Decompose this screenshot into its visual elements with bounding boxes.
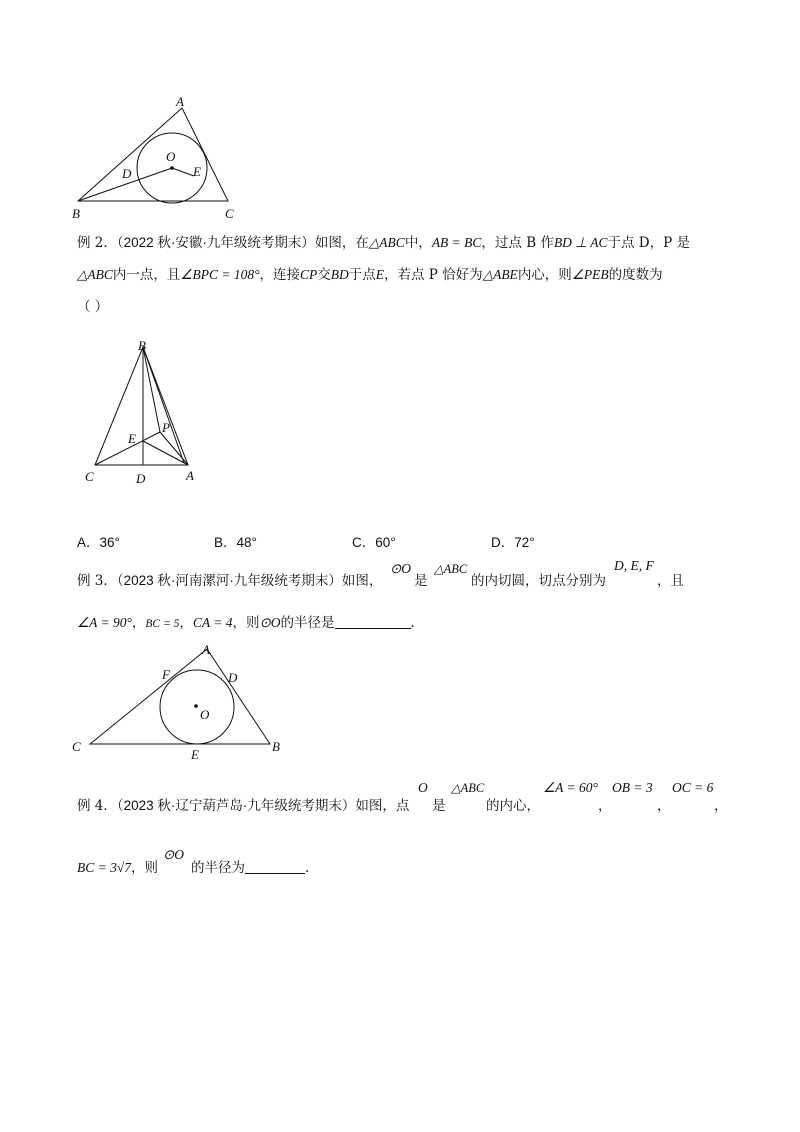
- label-c: C: [72, 739, 81, 754]
- label-b: B: [138, 338, 146, 353]
- option-b[interactable]: B．48°: [214, 535, 257, 550]
- figure-1-triangle-incircle: [70, 92, 250, 224]
- example-4-source: （2023 秋·辽宁葫芦岛·九年级统考期末）: [116, 798, 356, 813]
- label-d: D: [136, 471, 146, 486]
- answer-blank-3[interactable]: [335, 614, 411, 629]
- example-3-line-1: 例 3．（2023 秋·河南漯河·九年级统考期末）如图，: [77, 573, 383, 589]
- example-2-line-1: 例 2．（2022 秋·安徽·九年级统考期末）如图，在△ABC中，AB = BC，过点 B 作BD ⊥ AC于点 D，P 是: [77, 235, 690, 251]
- example-3-line-2: ∠A = 90°，BC = 5，CA = 4，则⊙O的半径是 .: [77, 615, 415, 631]
- label-o: O: [200, 707, 210, 722]
- figure-2-isosceles-triangle: [80, 335, 210, 495]
- example-4-line-2: BC = 3√7，则: [77, 860, 159, 876]
- example-2-answer-paren: （ ）: [77, 299, 109, 315]
- incircle-symbol: ⊙O: [390, 561, 412, 576]
- tangent-points: D, E, F: [614, 558, 654, 573]
- label-c: C: [225, 206, 234, 221]
- option-d[interactable]: D．72°: [491, 535, 535, 550]
- label-e: E: [193, 164, 201, 179]
- example-2-source: （2022 秋·安徽·九年级统考期末）: [116, 235, 315, 250]
- label-p: P: [162, 420, 170, 435]
- label-a: A: [186, 468, 194, 483]
- label-a: A: [202, 642, 210, 657]
- option-a[interactable]: A．36°: [77, 535, 120, 550]
- circle-o-symbol: ⊙O: [163, 847, 185, 862]
- label-d: D: [228, 670, 238, 685]
- label-o: O: [166, 149, 176, 164]
- incenter-o: O: [418, 780, 428, 795]
- label-d: D: [122, 166, 132, 181]
- label-b: B: [272, 739, 280, 754]
- label-a: A: [176, 94, 184, 109]
- label-b: B: [72, 206, 80, 221]
- example-2-line-2: △ABC内一点，且∠BPC = 108°，连接CP交BD于点E，若点 P 恰好为△ABE内心，则∠PEB的度数为: [77, 267, 663, 283]
- label-f: F: [162, 667, 170, 682]
- label-c: C: [85, 469, 94, 484]
- label-e: E: [191, 747, 199, 762]
- label-e: E: [128, 431, 136, 446]
- figure-3-right-triangle-incircle: [68, 640, 298, 765]
- option-c[interactable]: C．60°: [352, 535, 396, 550]
- example-3-source: （2023 秋·河南漯河·九年级统考期末）: [116, 573, 342, 588]
- answer-blank-4[interactable]: [245, 859, 305, 874]
- example-4-line-1: 例 4．（2023 秋·辽宁葫芦岛·九年级统考期末）如图，点: [77, 798, 410, 814]
